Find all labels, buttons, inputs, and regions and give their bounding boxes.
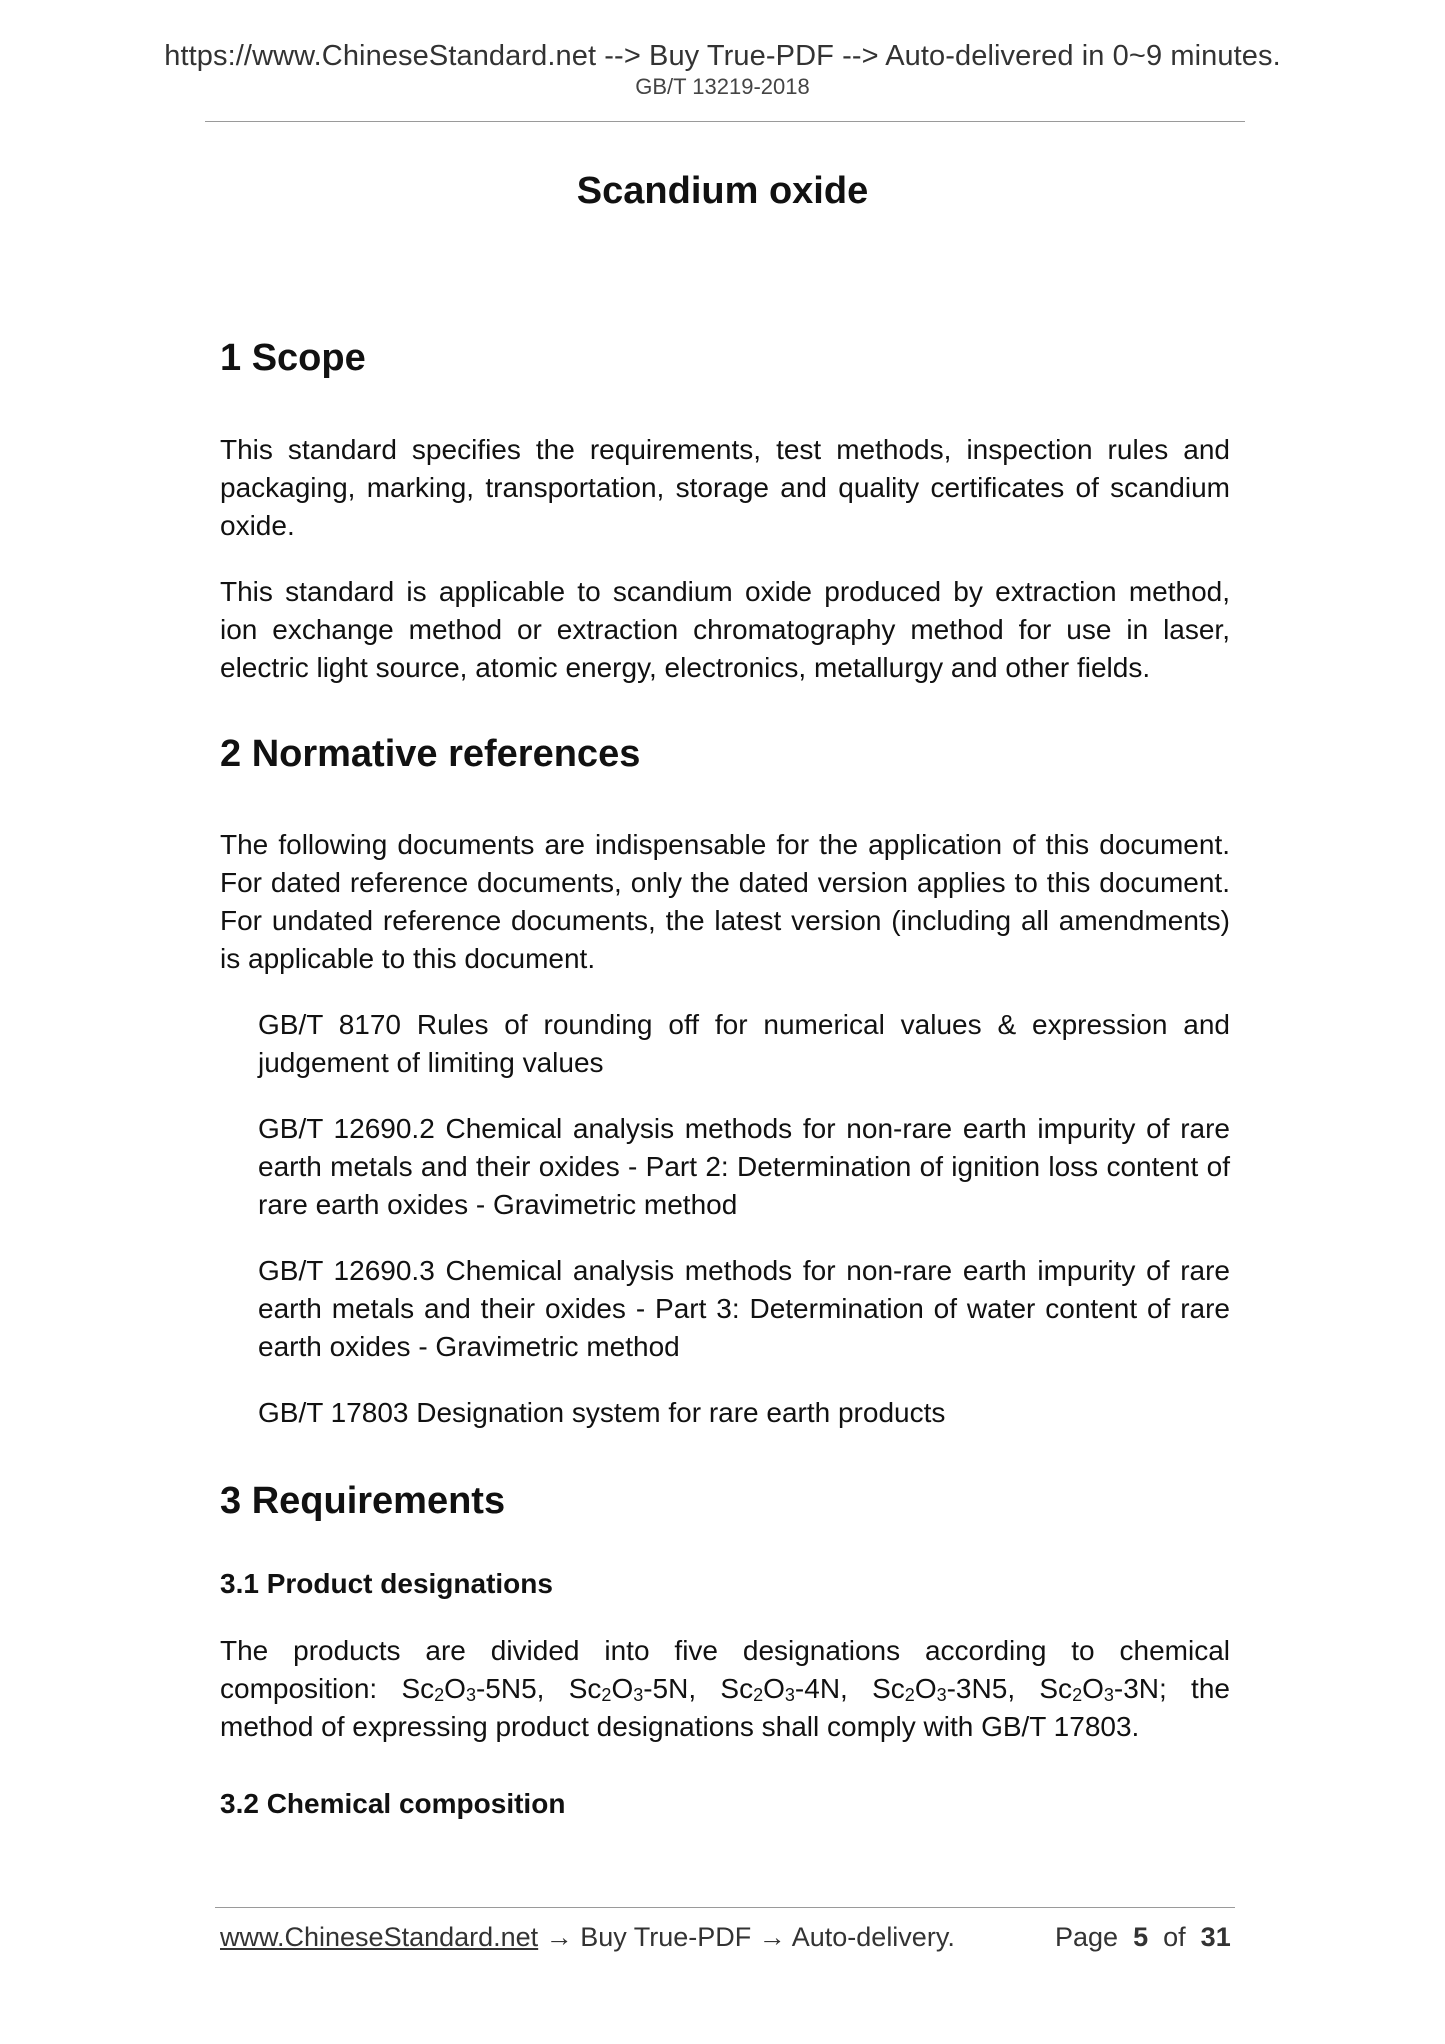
reference-item: GB/T 12690.3 Chemical analysis methods for non-rare earth impurity of rare earth metals and their oxides - Part 3: Determination of water content of rare earth oxides - Gravimetric method [258,1255,1230,1362]
designations-text-end: ; the method of expressing product designations shall comply with GB/T 17803. [220,1672,1230,1742]
scope-paragraph-1: This standard specifies the requirements, test methods, inspection rules and packaging, marking, transportation, storage and quality certificates of scandium oxide. [220,433,1230,541]
subsection-heading-chemical-composition: 3.2 Chemical composition [220,1787,566,1819]
page-indicator [1055,1922,1231,1953]
footer-promo [220,1922,955,1953]
scope-paragraph-2: This standard is applicable to scandium oxide produced by extraction method, ion exchange method or extraction chromatography method for use in laser, electric light source, atomic energy, electronics, metallurgy and other fields. [220,575,1230,683]
page-of-label: of [1163,1922,1186,1952]
reference-item: GB/T 12690.2 Chemical analysis methods for non-rare earth impurity of rare earth metals and their oxides - Part 2: Determination of ignition loss content of rare earth oxides - Gravimetric method [258,1113,1230,1220]
designation-item: $Sc_2O_3-3N5$ [872,1672,1008,1705]
designation-item: $Sc_2O_3-5N5$ [401,1672,537,1705]
document-body [220,335,1230,1822]
section-heading-scope: 1 Scope [220,337,366,379]
footer-tail-text: → Buy True-PDF → Auto-delivery. [538,1922,955,1952]
designations-text-start: The products are divided into five designations according to chemical composition: [220,1634,1230,1704]
page-total: 31 [1200,1922,1231,1952]
reference-item: GB/T 17803 Designation system for rare earth products [258,1397,946,1428]
document-title: Scandium oxide [576,170,869,212]
page-label: Page [1055,1922,1119,1952]
header-divider [205,121,1245,122]
subsection-heading-product-designations: 3.1 Product designations [220,1567,553,1599]
page-number: 5 [1133,1922,1149,1952]
header-url-line: https://www.ChineseStandard.net --> Buy True-PDF --> Auto-delivered in 0~9 minutes. [164,40,1281,72]
section-heading-normative-references: 2 Normative references [220,732,641,775]
normative-intro-paragraph: The following documents are indispensable for the application of this document. For dated reference documents, only the dated version applies to this document. For undated reference documents, the latest version (including all amendments) is applicable to this document. [220,829,1230,974]
designation-item: $Sc_2O_3-4N$ [720,1672,841,1705]
reference-item: GB/T 8170 Rules of rounding off for numerical values & expression and judgement of limiting values [258,1009,1230,1078]
product-designations-paragraph: The products are divided into five designations according to chemical composition: $Sc_2O_3-5N5$, $Sc_2O_3-5N$, $Sc_2O_3-4N$, $Sc_2O_3-3N5$, $Sc_2O_3-3N$; the method of expressing product designations shall comply with GB/T 17803. [220,1634,1230,1742]
standard-code: GB/T 13219-2018 [635,74,810,99]
footer-divider [215,1907,1235,1908]
section-heading-requirements: 3 Requirements [220,1480,506,1522]
designation-item: $Sc_2O_3-5N$ [568,1672,689,1705]
footer-website-link[interactable]: www.ChineseStandard.net [220,1922,539,1952]
designation-item: $Sc_2O_3-3N$ [1039,1672,1159,1705]
